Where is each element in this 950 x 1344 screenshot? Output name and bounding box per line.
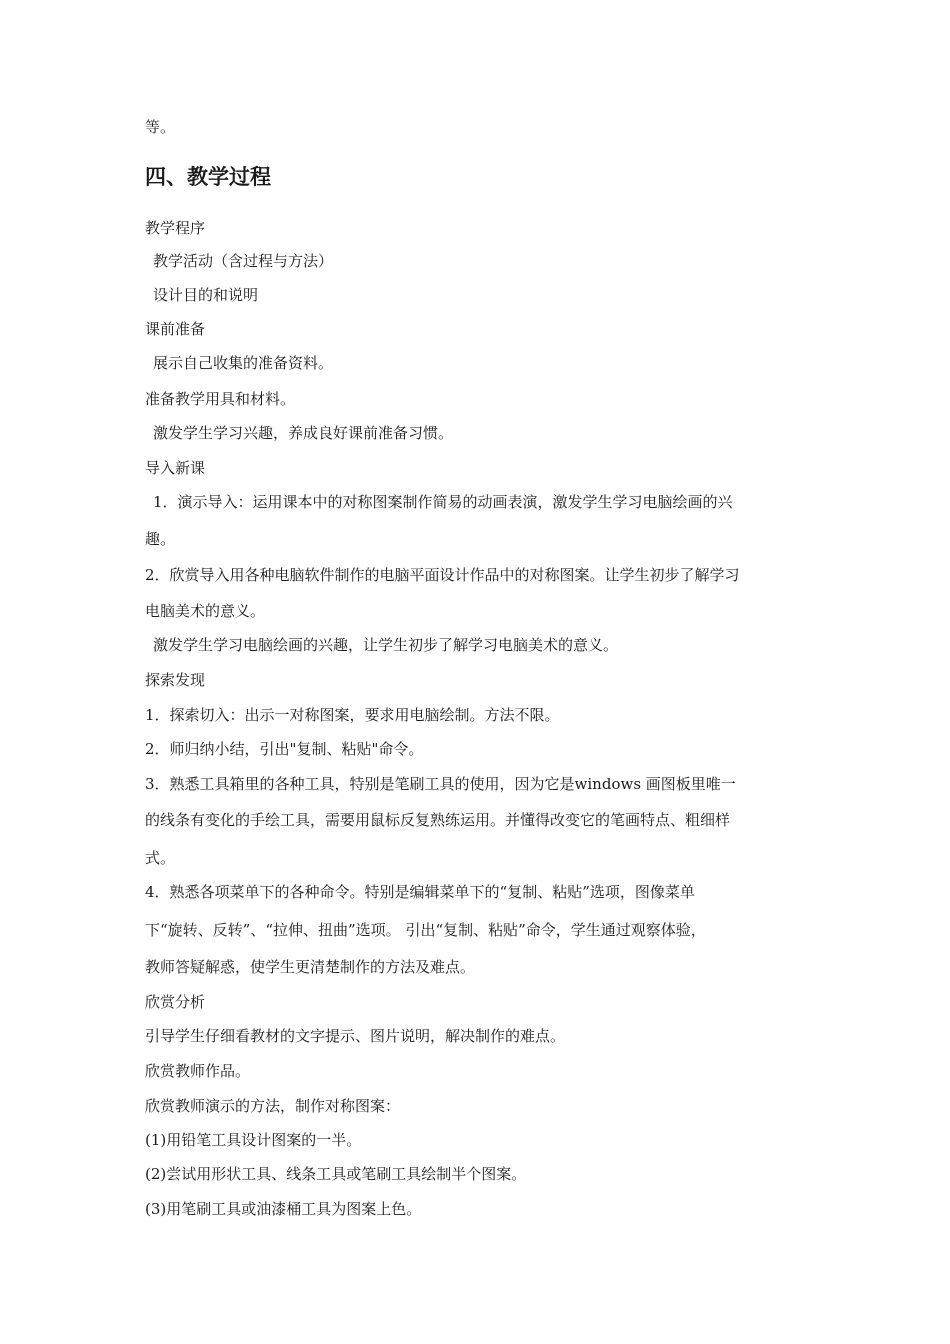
text-line: 电脑美术的意义。 bbox=[145, 602, 266, 620]
text-line: 探索发现 bbox=[145, 671, 206, 689]
text-line: 欣赏教师演示的方法，制作对称图案： bbox=[145, 1097, 401, 1115]
text-line: 展示自己收集的准备资料。 bbox=[153, 354, 334, 372]
section-heading: 四、教学过程 bbox=[145, 165, 271, 189]
text-line: 等。 bbox=[145, 118, 176, 136]
text-line: 式。 bbox=[145, 849, 176, 867]
text-line: 1．探索切入：出示一对称图案，要求用电脑绘制。方法不限。 bbox=[145, 706, 560, 724]
text-line: 欣赏分析 bbox=[145, 993, 206, 1011]
text-line: 的线条有变化的手绘工具，需要用鼠标反复熟练运用。并懂得改变它的笔画特点、粗细样 bbox=[145, 811, 731, 829]
text-line: 设计目的和说明 bbox=[153, 286, 259, 304]
text-line: 1．演示导入：运用课本中的对称图案制作简易的动画表演，激发学生学习电脑绘画的兴 bbox=[153, 493, 733, 511]
text-line: 趣。 bbox=[145, 530, 176, 548]
text-line: (1)用铅笔工具设计图案的一半。 bbox=[145, 1131, 362, 1149]
text-line: 准备教学用具和材料。 bbox=[145, 390, 296, 408]
text-line: (3)用笔刷工具或油漆桶工具为图案上色。 bbox=[145, 1200, 422, 1218]
text-line: 引导学生仔细看教材的文字提示、图片说明，解决制作的难点。 bbox=[145, 1027, 566, 1045]
text-line: 教师答疑解惑，使学生更清楚制作的方法及难点。 bbox=[145, 958, 476, 976]
text-line: 4．熟悉各项菜单下的各种命令。特别是编辑菜单下的“复制、粘贴”选项，图像菜单 bbox=[145, 883, 695, 901]
text-line: 下“旋转、反转”、“拉伸、扭曲”选项。 引出“复制、粘贴”命令，学生通过观察体验， bbox=[145, 921, 706, 939]
text-line: 激发学生学习兴趣，养成良好课前准备习惯。 bbox=[153, 424, 454, 442]
text-line: 欣赏教师作品。 bbox=[145, 1062, 251, 1080]
text-line: 2．师归纳小结，引出"复制、粘贴"命令。 bbox=[145, 740, 424, 758]
text-line: 教学活动（含过程与方法） bbox=[153, 252, 334, 270]
text-line: 激发学生学习电脑绘画的兴趣，让学生初步了解学习电脑美术的意义。 bbox=[153, 636, 619, 654]
text-line: 3．熟悉工具箱里的各种工具，特别是笔刷工具的使用，因为它是windows 画图板里唯一 bbox=[145, 775, 736, 793]
text-line: 课前准备 bbox=[145, 320, 206, 338]
text-line: 导入新课 bbox=[145, 459, 206, 477]
text-line: (2)尝试用形状工具、线条工具或笔刷工具绘制半个图案。 bbox=[145, 1165, 527, 1183]
text-line: 2．欣赏导入用各种电脑软件制作的电脑平面设计作品中的对称图案。让学生初步了解学习 bbox=[145, 566, 740, 584]
text-line: 教学程序 bbox=[145, 219, 206, 237]
